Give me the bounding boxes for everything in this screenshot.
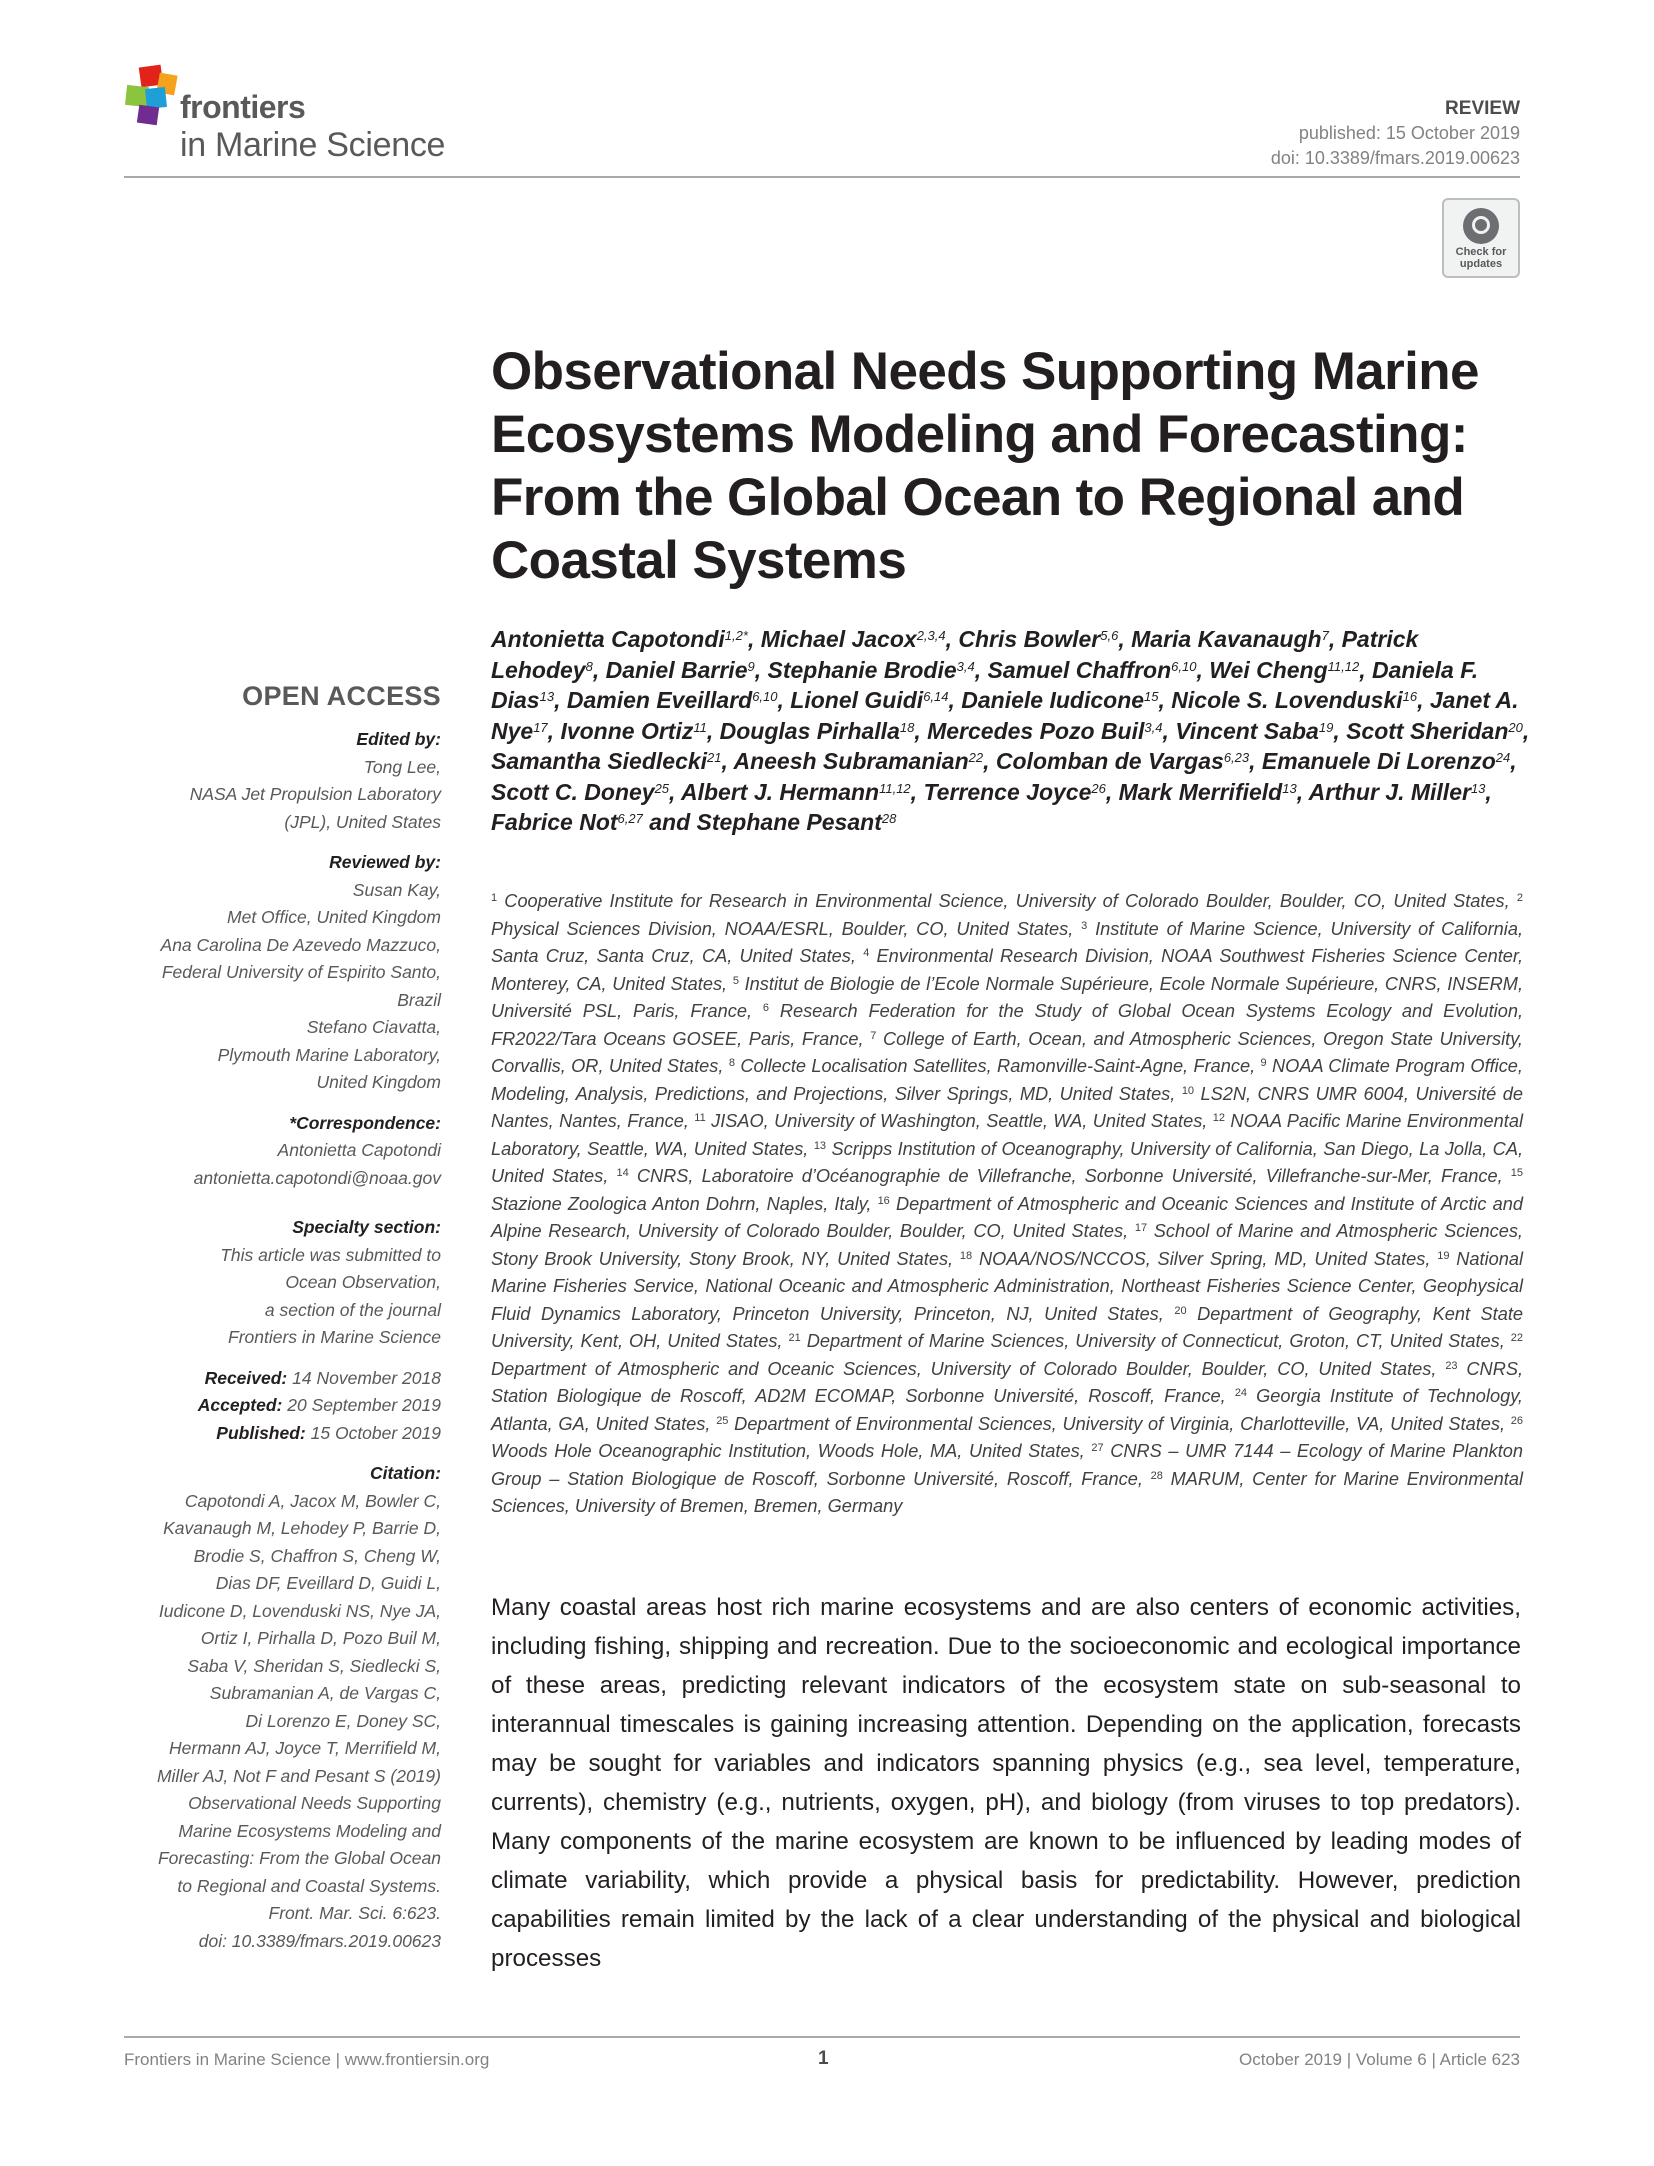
affiliation-item: $^5$ Institut de Biologie de l’Ecole Normale Supérieure, Ecole Normale Supérieure, CNRS, INSERM, Université PSL, Paris, France, <box>491 973 1524 1021</box>
correspondence-heading: *Correspondence: <box>289 1112 441 1133</box>
author-name[interactable]: Mercedes Pozo Buil$^{3,4}$ <box>927 717 1163 744</box>
affiliation-item: $^{23}$ CNRS, Station Biologique de Roscoff, AD2M ECOMAP, Sorbonne Université, Roscoff, France, <box>491 1358 1524 1406</box>
affiliation-number: 24 <box>1234 1387 1248 1399</box>
article-meta <box>1271 96 1520 171</box>
affiliations <box>491 888 1523 1521</box>
citation-line: Front. Mar. Sci. 6:623. <box>268 1903 441 1923</box>
author-name[interactable]: Michael Jacox$^{2,3,4}$ <box>760 626 946 652</box>
author-affiliation-ref[interactable]: 21 <box>707 750 722 765</box>
author-name[interactable]: Damien Eveillard$^{6,10}$ <box>566 687 778 713</box>
affiliation-item: $^3$ Institute of Marine Science, University of California, Santa Cruz, Santa Cruz, CA, United States, <box>491 918 1524 966</box>
crossmark-icon <box>1463 208 1499 244</box>
citation-line: Dias DF, Eveillard D, Guidi L, <box>215 1573 441 1593</box>
reviewer-affiliation: Met Office, United Kingdom <box>227 907 441 927</box>
author-name[interactable]: Samantha Siedlecki$^{21}$ <box>491 748 722 774</box>
article-sidebar <box>124 680 441 1955</box>
affiliation-item: $^{11}$ JISAO, University of Washington, Seattle, WA, United States, <box>694 1111 1213 1131</box>
author-name[interactable]: Lionel Guidi$^{6,14}$ <box>790 687 949 713</box>
affiliation-item: $^{15}$ Stazione Zoologica Anton Dohrn, Naples, Italy, <box>491 1167 1524 1214</box>
author-affiliation-ref[interactable]: 22 <box>968 750 984 765</box>
author-affiliation-ref[interactable]: 11,12 <box>1327 658 1360 674</box>
footer-divider <box>124 2036 1520 2038</box>
author-name[interactable]: Arthur J. Miller$^{13}$ <box>1308 778 1486 805</box>
reviewer-name[interactable]: Ana Carolina De Azevedo Mazzuco, <box>160 934 441 955</box>
author-affiliation-ref[interactable]: 1,2* <box>724 628 748 643</box>
author-name[interactable]: Mark Merrifield$^{13}$ <box>1118 778 1297 805</box>
author-name[interactable]: Fabrice Not$^{6,27}$ <box>491 809 643 835</box>
author-affiliation-ref[interactable]: 11 <box>693 719 707 735</box>
citation-line: Di Lorenzo E, Doney SC, <box>245 1710 441 1731</box>
author-name[interactable]: Ivonne Ortiz$^{11}$ <box>560 717 707 744</box>
citation-heading: Citation: <box>370 1463 441 1483</box>
affiliation-item: $^{22}$ Department of Atmospheric and Oceanic Sciences, University of Colorado Boulder, Boulder, CO, United States, <box>491 1332 1524 1379</box>
author-name[interactable]: Daniele Iudicone$^{15}$ <box>961 687 1159 713</box>
author-name[interactable]: Patrick Lehodey$^8$ <box>491 626 1419 683</box>
specialty-line: Ocean Observation, <box>285 1272 441 1292</box>
author-name[interactable]: Antonietta Capotondi$^{1,2*}$ <box>491 626 748 652</box>
author-name[interactable]: Vincent Saba$^{19}$ <box>1175 717 1334 744</box>
author-affiliation-ref[interactable]: 6,10 <box>752 689 778 704</box>
affiliation-number: 27 <box>1091 1442 1104 1454</box>
affiliation-item: $^{28}$ MARUM, Center for Marine Environmental Sciences, University of Bremen, Bremen, Germany <box>491 1468 1524 1516</box>
author-affiliation-ref[interactable]: 6,10 <box>1171 658 1197 674</box>
footer-issue-info: October 2019 | Volume 6 | Article 623 <box>1239 2050 1520 2069</box>
journal-name: in Marine Science <box>180 126 446 164</box>
author-name[interactable]: Scott Sheridan$^{20}$ <box>1346 717 1523 744</box>
specialty-line: Frontiers in Marine Science <box>228 1327 441 1347</box>
affiliation-item: $^{14}$ CNRS, Laboratoire d’Océanographie de Villefranche, Sorbonne Université, Villefranche-sur-Mer, France, <box>616 1166 1511 1186</box>
affiliation-item: $^{10}$ LS2N, CNRS UMR 6004, Université de Nantes, Nantes, France, <box>491 1083 1524 1131</box>
affiliation-number: 8 <box>728 1057 735 1069</box>
citation-line: Brodie S, Chaffron S, Cheng W, <box>193 1545 441 1566</box>
affiliation-number: 9 <box>1260 1057 1267 1069</box>
open-access-label[interactable]: OPEN ACCESS <box>242 681 441 711</box>
affiliation-number: 16 <box>877 1194 890 1207</box>
author-affiliation-ref[interactable]: 16 <box>1402 689 1418 704</box>
author-affiliation-ref[interactable]: 26 <box>1091 780 1106 796</box>
affiliation-item: $^{13}$ Scripps Institution of Oceanography, University of California, San Diego, La Jolla, CA, United States, <box>491 1138 1523 1186</box>
affiliation-number: 17 <box>1134 1222 1148 1234</box>
logo-wordmark: frontiers <box>180 89 306 125</box>
reviewer-name[interactable]: Susan Kay, <box>352 879 441 900</box>
affiliation-item: $^{20}$ Department of Geography, Kent State University, Kent, OH, United States, <box>491 1303 1523 1351</box>
specialty-line: This article was submitted to <box>220 1244 441 1265</box>
author-name[interactable]: Daniela F. Dias$^{13}$ <box>491 656 1479 713</box>
affiliation-item: $^4$ Environmental Research Division, NOAA Southwest Fisheries Science Center, Monterey, CA, United States, <box>491 946 1523 994</box>
author-name[interactable]: Douglas Pirhalla$^{18}$ <box>719 717 915 744</box>
author-name[interactable]: Maria Kavanaugh$^7$ <box>1131 626 1329 652</box>
affiliation-number: 2 <box>1516 892 1523 904</box>
header-divider <box>124 176 1520 178</box>
specialty-heading: Specialty section: <box>292 1217 441 1237</box>
author-affiliation-ref[interactable]: 11,12 <box>879 780 911 796</box>
author-affiliation-ref[interactable]: 13 <box>1282 780 1297 796</box>
affiliation-number: 13 <box>813 1139 827 1152</box>
check-for-updates-label: Check for updates <box>1455 246 1507 270</box>
edited-by-heading: Edited by: <box>356 729 441 749</box>
author-affiliation-ref[interactable]: 6,23 <box>1223 750 1250 765</box>
affiliation-number: 21 <box>788 1332 801 1344</box>
affiliation-item: $^2$ Physical Sciences Division, NOAA/ESRL, Boulder, CO, United States, <box>491 892 1523 939</box>
affiliation-number: 4 <box>863 947 870 959</box>
author-name[interactable]: Janet A. Nye$^{17}$ <box>491 687 1519 744</box>
published-date: published: 15 October 2019 <box>1298 123 1520 143</box>
author-affiliation-ref[interactable]: 20 <box>1508 719 1523 735</box>
citation-line: Capotondi A, Jacox M, Bowler C, <box>184 1490 441 1511</box>
citation-text <box>124 1488 441 1956</box>
affiliation-item: $^{27}$ CNRS – UMR 7144 – Ecology of Marine Plankton Group – Station Biologique de Roscoff, Sorbonne Université, Roscoff, France, <box>491 1441 1523 1489</box>
affiliation-number: 23 <box>1445 1359 1458 1372</box>
affiliation-item: $^9$ NOAA Climate Program Office, Modeling, Analysis, Predictions, and Projections, Silver Springs, MD, United States, <box>491 1056 1523 1104</box>
affiliation-item: $^{16}$ Department of Atmospheric and Oceanic Sciences and Institute of Arctic and Alpine Research, University of Colorado Boulder, Boulder, CO, United States, <box>491 1193 1523 1241</box>
author-affiliation-ref[interactable]: 7 <box>1321 628 1329 643</box>
affiliation-item: $^{21}$ Department of Marine Sciences, University of Connecticut, Groton, CT, United States, <box>788 1331 1511 1351</box>
author-affiliation-ref[interactable]: 6,27 <box>617 811 643 826</box>
author-affiliation-ref[interactable]: 15 <box>1144 689 1159 704</box>
affiliation-item: $^{25}$ Department of Environmental Sciences, University of Virginia, Charlotteville, VA, United States, <box>716 1413 1511 1434</box>
author-name[interactable]: Emanuele Di Lorenzo$^{24}$ <box>1261 748 1511 774</box>
affiliation-item: $^{26}$ Woods Hole Oceanographic Institution, Woods Hole, MA, United States, <box>491 1414 1524 1461</box>
author-affiliation-ref[interactable]: 17 <box>533 719 548 735</box>
citation-line: Marine Ecosystems Modeling and <box>178 1820 441 1841</box>
affiliation-number: 18 <box>959 1249 973 1262</box>
author-name[interactable]: Nicole S. Lovenduski$^{16}$ <box>1171 687 1418 713</box>
author-affiliation-ref[interactable]: 18 <box>899 719 915 735</box>
author-affiliation-ref[interactable]: 8 <box>585 658 593 674</box>
author-affiliation-ref[interactable]: 5,6 <box>1100 628 1119 643</box>
accepted-date: Accepted: 20 September 2019 <box>197 1395 441 1415</box>
affiliation-number: 12 <box>1212 1112 1226 1124</box>
author-name[interactable]: Colomban de Vargas$^{6,23}$ <box>995 748 1250 774</box>
author-list: Antonietta Capotondi$^{1,2*}$, Michael Jacox$^{2,3,4}$, Chris Bowler$^{5,6}$, Maria Kavanaugh$^7$, Patrick Lehodey$^8$, Daniel Barrie$^9$, Stephanie Brodie$^{3,4}$, Samuel Chaffron$^{6,10}$, Wei Cheng$^{11,12}$, Daniela F. Dias$^{13}$, Damien Eveillard$^{6,10}$, Lionel Guidi$^{6,14}$, Daniele Iudicone$^{15}$, Nicole S. Lovenduski$^{16}$, Janet A. Nye$^{17}$, Ivonne Ortiz$^{11}$, Douglas Pirhalla$^{18}$, Mercedes Pozo Buil$^{3,4}$, Vincent Saba$^{19}$, Scott Sheridan$^{20}$, Samantha Siedlecki$^{21}$, Aneesh Subramanian$^{22}$, Colomban de Vargas$^{6,23}$, Emanuele Di Lorenzo$^{24}$, Scott C. Doney$^{25}$, Albert J. Hermann$^{11,12}$, Terrence Joyce$^{26}$, Mark Merrifield$^{13}$, Arthur J. Miller$^{13}$, Fabrice Not$^{6,27}$ and Stephane Pesant$^{28}$ <box>491 626 1530 835</box>
reviewer-affiliation: Brazil <box>397 989 441 1010</box>
affiliation-number: 26 <box>1510 1414 1524 1427</box>
affiliation-number: 15 <box>1510 1167 1524 1179</box>
affiliation-item: $^6$ Research Federation for the Study of Global Ocean Systems Ecology and Evolution, FR2022/Tara Oceans GOSEE, Paris, France, <box>491 1001 1524 1049</box>
affiliation-number: 6 <box>762 1002 769 1014</box>
author-affiliation-ref[interactable]: 3,4 <box>956 658 975 674</box>
published-date-sidebar: Published: 15 October 2019 <box>216 1422 441 1443</box>
affiliation-number: 5 <box>732 974 739 987</box>
author-affiliation-ref[interactable]: 19 <box>1318 719 1334 735</box>
affiliation-item: $^{19}$ National Marine Fisheries Service, National Oceanic and Atmospheric Administration, Northeast Fisheries Science Center, Geophysical Fluid Dynamics Laboratory, Princeton University, Princeton, NJ, United States, <box>491 1248 1524 1324</box>
author-name[interactable]: Scott C. Doney$^{25}$ <box>491 778 670 805</box>
citation-line: Miller AJ, Not F and Pesant S (2019) <box>156 1765 441 1786</box>
page-number: 1 <box>818 2048 829 2069</box>
citation-line: to Regional and Coastal Systems. <box>177 1875 441 1896</box>
author-affiliation-ref[interactable]: 3,4 <box>1144 719 1163 735</box>
citation-line: Observational Needs Supporting <box>188 1793 441 1813</box>
editor-affiliation: NASA Jet Propulsion Laboratory <box>189 784 441 804</box>
affiliation-number: 7 <box>870 1029 877 1042</box>
correspondence-name: Antonietta Capotondi <box>277 1140 441 1160</box>
reviewer-affiliation: Federal University of Espirito Santo, <box>161 962 441 982</box>
reviewer-affiliation: Plymouth Marine Laboratory, <box>217 1044 441 1065</box>
author-affiliation-ref[interactable]: 9 <box>747 658 755 674</box>
citation-line: Saba V, Sheridan S, Siedlecki S, <box>187 1655 441 1676</box>
citation-line: Ortiz I, Pirhalla D, Pozo Buil M, <box>200 1628 441 1648</box>
affiliation-number: 28 <box>1150 1469 1163 1482</box>
affiliation-number: 1 <box>491 892 498 904</box>
author-affiliation-ref[interactable]: 13 <box>539 689 555 704</box>
affiliation-number: 14 <box>616 1167 629 1179</box>
affiliation-item: $^{18}$ NOAA/NOS/NCCOS, Silver Spring, MD, United States, <box>959 1248 1438 1269</box>
author-affiliation-ref[interactable]: 25 <box>654 780 670 796</box>
affiliation-number: 25 <box>716 1414 729 1427</box>
editor-name[interactable]: Tong Lee, <box>363 756 441 777</box>
article-type: REVIEW <box>1445 98 1520 119</box>
affiliation-number: 19 <box>1437 1249 1450 1262</box>
author-affiliation-ref[interactable]: 13 <box>1470 780 1486 796</box>
author-name[interactable]: Wei Cheng$^{11,12}$ <box>1209 656 1360 683</box>
correspondence-email[interactable]: antonietta.capotondi@noaa.gov <box>193 1167 441 1188</box>
citation-line: Iudicone D, Lovenduski NS, Nye JA, <box>158 1600 441 1621</box>
check-for-updates-button[interactable] <box>1442 198 1520 278</box>
affiliation-item: $^{24}$ Georgia Institute of Technology, Atlanta, GA, United States, <box>491 1386 1523 1434</box>
affiliation-number: 10 <box>1181 1084 1195 1097</box>
journal-logo[interactable] <box>124 64 504 174</box>
author-name[interactable]: Daniel Barrie$^9$ <box>605 656 755 683</box>
author-name[interactable]: Stephane Pesant$^{28}$ <box>696 809 897 835</box>
affiliation-item: $^1$ Cooperative Institute for Research in Environmental Science, University of Colorado Boulder, Boulder, CO, United States, <box>491 891 1517 911</box>
author-name[interactable]: Terrence Joyce$^{26}$ <box>923 778 1106 805</box>
affiliation-number: 11 <box>694 1112 706 1124</box>
citation-line: Kavanaugh M, Lehodey P, Barrie D, <box>163 1518 441 1538</box>
received-date: Received: 14 November 2018 <box>204 1367 441 1388</box>
author-affiliation-ref[interactable]: 6,14 <box>923 689 949 704</box>
author-name[interactable]: Stephanie Brodie$^{3,4}$ <box>767 656 975 683</box>
affiliation-number: 20 <box>1174 1304 1187 1317</box>
doi-link[interactable]: doi: 10.3389/fmars.2019.00623 <box>1270 148 1520 168</box>
author-affiliation-ref[interactable]: 2,3,4 <box>916 628 946 643</box>
affiliation-number: 22 <box>1510 1332 1524 1344</box>
affiliation-item: $^8$ Collecte Localisation Satellites, Ramonville-Saint-Agne, France, <box>728 1056 1261 1076</box>
author-name[interactable]: Samuel Chaffron$^{6,10}$ <box>987 656 1197 683</box>
author-name[interactable]: Aneesh Subramanian$^{22}$ <box>733 748 984 774</box>
author-name[interactable]: Chris Bowler$^{5,6}$ <box>958 626 1119 652</box>
frontiers-logo-icon <box>124 64 182 126</box>
citation-line: Hermann AJ, Joyce T, Merrifield M, <box>169 1738 441 1758</box>
editor-affiliation: (JPL), United States <box>284 811 441 832</box>
author-name[interactable]: Albert J. Hermann$^{11,12}$ <box>680 778 911 805</box>
reviewed-by-heading: Reviewed by: <box>329 852 441 872</box>
abstract-text: Many coastal areas host rich marine ecosystems and are also centers of economic activities, including fishing, shipping and recreation. Due to the socioeconomic and ecological importance of these areas, predicting relevant indicators of the ecosystem state on sub-seasonal to interannual timescales is gaining increasing attention. Depending on the application, forecasts may be sought for variables and indicators spanning physics (e.g., sea level, temperature, currents), chemistry (e.g., nutrients, oxygen, pH), and biology (from viruses to top predators). Many components of the marine ecosystem are known to be influenced by leading modes of climate variability, which provide a physical basis for predictability. However, prediction capabilities remain limited by the lack of a clear understanding of the physical and biological processes <box>491 1594 1521 1972</box>
affiliation-item: $^{12}$ NOAA Pacific Marine Environmental Laboratory, Seattle, WA, United States, <box>491 1111 1523 1159</box>
affiliation-item: $^7$ College of Earth, Ocean, and Atmospheric Sciences, Oregon State University, Corvallis, OR, United States, <box>491 1028 1523 1076</box>
citation-line: doi: 10.3389/fmars.2019.00623 <box>198 1930 441 1951</box>
citation-line: Forecasting: From the Global Ocean <box>157 1848 441 1868</box>
author-affiliation-ref[interactable]: 28 <box>881 811 897 826</box>
article-title: Observational Needs Supporting Marine Ecosystems Modeling and Forecasting: From the Global Ocean to Regional and Coastal Systems <box>491 342 1479 590</box>
affiliation-number: 3 <box>1081 919 1088 932</box>
specialty-line: a section of the journal <box>264 1299 441 1320</box>
reviewer-name[interactable]: Stefano Ciavatta, <box>306 1017 441 1037</box>
citation-line: Subramanian A, de Vargas C, <box>209 1683 441 1703</box>
reviewer-affiliation: United Kingdom <box>316 1072 441 1092</box>
affiliation-item: $^{17}$ School of Marine and Atmospheric Sciences, Stony Brook University, Stony Brook, NY, United States, <box>491 1221 1523 1269</box>
author-affiliation-ref[interactable]: 24 <box>1495 750 1511 765</box>
footer-journal-link[interactable]: Frontiers in Marine Science | www.frontiersin.org <box>124 2050 490 2069</box>
